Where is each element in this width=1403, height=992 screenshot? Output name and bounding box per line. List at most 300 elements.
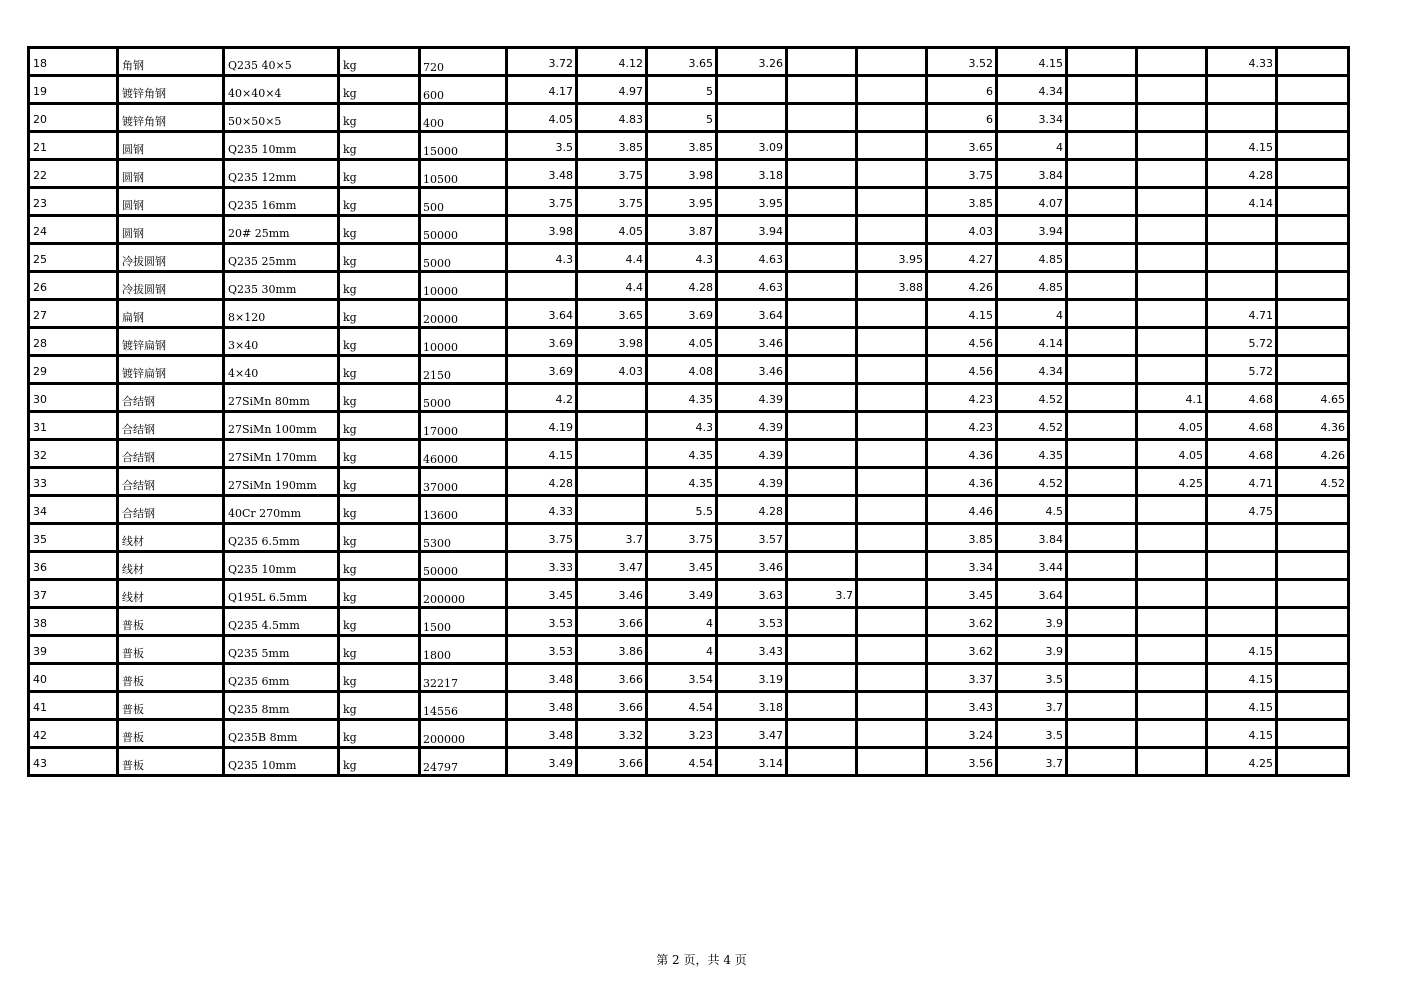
price-cell: 3.64: [717, 300, 787, 328]
quantity-cell: 5000: [420, 244, 507, 272]
material-name-cell: 镀锌角钢: [118, 104, 224, 132]
price-cell: 5.72: [1207, 356, 1277, 384]
price-cell: 3.32: [577, 720, 647, 748]
price-cell: 3.84: [997, 524, 1067, 552]
price-cell: 4.65: [1277, 384, 1349, 412]
quantity-cell: 400: [420, 104, 507, 132]
price-cell: 3.49: [507, 748, 577, 776]
material-name-cell: 普板: [118, 748, 224, 776]
price-cell: [1277, 524, 1349, 552]
price-cell: [1067, 132, 1137, 160]
price-cell: [1067, 468, 1137, 496]
price-cell: 4.52: [997, 384, 1067, 412]
price-cell: [787, 412, 857, 440]
price-cell: 4.23: [927, 412, 997, 440]
price-cell: 3.33: [507, 552, 577, 580]
price-cell: 4.4: [577, 272, 647, 300]
price-cell: [1137, 272, 1207, 300]
price-cell: [1067, 412, 1137, 440]
price-cell: [857, 48, 927, 76]
spec-cell: Q235 8mm: [224, 692, 339, 720]
material-name-cell: 线材: [118, 580, 224, 608]
price-cell: [1067, 720, 1137, 748]
spec-cell: Q235 30mm: [224, 272, 339, 300]
price-cell: 4.34: [997, 76, 1067, 104]
price-cell: 3.46: [717, 552, 787, 580]
price-cell: 4.33: [1207, 48, 1277, 76]
price-cell: 3.7: [577, 524, 647, 552]
price-cell: [1067, 580, 1137, 608]
material-name-cell: 镀锌角钢: [118, 76, 224, 104]
table-row: [29, 524, 1349, 552]
spec-cell: 27SiMn 190mm: [224, 468, 339, 496]
unit-cell: kg: [339, 300, 420, 328]
price-cell: 4.07: [997, 188, 1067, 216]
price-cell: 4.63: [717, 272, 787, 300]
price-cell: 3.46: [717, 328, 787, 356]
price-cell: 3.48: [507, 720, 577, 748]
price-cell: [1137, 132, 1207, 160]
price-cell: [1277, 244, 1349, 272]
price-cell: [857, 720, 927, 748]
price-cell: 4.54: [647, 692, 717, 720]
row-number-cell: 20: [29, 104, 118, 132]
price-cell: 3.26: [717, 48, 787, 76]
price-cell: 3.57: [717, 524, 787, 552]
price-cell: [717, 76, 787, 104]
spec-cell: Q235 6mm: [224, 664, 339, 692]
price-cell: 4.35: [647, 440, 717, 468]
quantity-cell: 10000: [420, 328, 507, 356]
row-number-cell: 25: [29, 244, 118, 272]
material-name-cell: 合结钢: [118, 412, 224, 440]
row-number-cell: 30: [29, 384, 118, 412]
price-cell: 4.19: [507, 412, 577, 440]
unit-cell: kg: [339, 244, 420, 272]
price-cell: [1137, 524, 1207, 552]
material-name-cell: 扁钢: [118, 300, 224, 328]
price-cell: 4.14: [1207, 188, 1277, 216]
price-cell: [1277, 580, 1349, 608]
table-row: [29, 328, 1349, 356]
price-cell: 3.84: [997, 160, 1067, 188]
unit-cell: kg: [339, 384, 420, 412]
spec-cell: 27SiMn 100mm: [224, 412, 339, 440]
price-cell: [1137, 160, 1207, 188]
price-cell: 3.85: [577, 132, 647, 160]
price-cell: [1137, 608, 1207, 636]
price-cell: [1137, 552, 1207, 580]
quantity-cell: 20000: [420, 300, 507, 328]
price-cell: 4.5: [997, 496, 1067, 524]
price-cell: 3.85: [927, 188, 997, 216]
price-cell: [787, 272, 857, 300]
table-row: [29, 48, 1349, 76]
spec-cell: 8×120: [224, 300, 339, 328]
price-cell: [787, 356, 857, 384]
row-number-cell: 40: [29, 664, 118, 692]
row-number-cell: 23: [29, 188, 118, 216]
price-cell: [1137, 300, 1207, 328]
row-number-cell: 36: [29, 552, 118, 580]
price-cell: 3.52: [927, 48, 997, 76]
price-cell: [1067, 328, 1137, 356]
row-number-cell: 35: [29, 524, 118, 552]
price-cell: [857, 496, 927, 524]
price-cell: 4.26: [1277, 440, 1349, 468]
price-cell: 4.05: [1137, 440, 1207, 468]
spec-cell: Q235 10mm: [224, 552, 339, 580]
price-cell: 4.25: [1137, 468, 1207, 496]
price-cell: [787, 104, 857, 132]
price-cell: [857, 76, 927, 104]
quantity-cell: 720: [420, 48, 507, 76]
price-cell: 3.69: [507, 328, 577, 356]
price-cell: 3.64: [997, 580, 1067, 608]
row-number-cell: 24: [29, 216, 118, 244]
price-cell: [857, 104, 927, 132]
price-cell: [1067, 216, 1137, 244]
spec-cell: 27SiMn 170mm: [224, 440, 339, 468]
row-number-cell: 31: [29, 412, 118, 440]
price-cell: 3.75: [647, 524, 717, 552]
quantity-cell: 1800: [420, 636, 507, 664]
row-number-cell: 27: [29, 300, 118, 328]
price-cell: 4.33: [507, 496, 577, 524]
table-row: [29, 160, 1349, 188]
price-cell: [1277, 748, 1349, 776]
spec-cell: 3×40: [224, 328, 339, 356]
price-cell: [1207, 76, 1277, 104]
price-cell: 3.53: [717, 608, 787, 636]
price-cell: [857, 412, 927, 440]
material-name-cell: 合结钢: [118, 384, 224, 412]
table-row: [29, 356, 1349, 384]
price-cell: [857, 748, 927, 776]
price-cell: 4.85: [997, 272, 1067, 300]
price-cell: 3.86: [577, 636, 647, 664]
price-cell: 4.4: [577, 244, 647, 272]
price-cell: [857, 188, 927, 216]
price-cell: [1067, 692, 1137, 720]
price-cell: [787, 76, 857, 104]
price-cell: [787, 608, 857, 636]
price-cell: [1067, 636, 1137, 664]
row-number-cell: 38: [29, 608, 118, 636]
price-cell: 3.5: [507, 132, 577, 160]
price-cell: 4.05: [577, 216, 647, 244]
price-cell: [1137, 720, 1207, 748]
quantity-cell: 15000: [420, 132, 507, 160]
price-cell: 4.34: [997, 356, 1067, 384]
table-row: [29, 608, 1349, 636]
table-row: [29, 216, 1349, 244]
price-cell: 3.48: [507, 664, 577, 692]
price-cell: 4.15: [927, 300, 997, 328]
price-cell: [1277, 272, 1349, 300]
spec-cell: Q235 6.5mm: [224, 524, 339, 552]
price-cell: 3.14: [717, 748, 787, 776]
price-cell: 3.23: [647, 720, 717, 748]
price-cell: 4.52: [997, 412, 1067, 440]
price-cell: 4.05: [507, 104, 577, 132]
price-cell: [787, 328, 857, 356]
price-cell: [1137, 636, 1207, 664]
price-cell: [787, 720, 857, 748]
price-cell: 6: [927, 104, 997, 132]
price-cell: [1277, 48, 1349, 76]
price-cell: 4.85: [997, 244, 1067, 272]
price-cell: [1277, 720, 1349, 748]
price-cell: [857, 132, 927, 160]
price-cell: 3.18: [717, 692, 787, 720]
price-cell: 3.34: [997, 104, 1067, 132]
unit-cell: kg: [339, 692, 420, 720]
unit-cell: kg: [339, 160, 420, 188]
price-cell: [1277, 552, 1349, 580]
price-cell: [857, 356, 927, 384]
spec-cell: Q235 10mm: [224, 132, 339, 160]
table-row: [29, 720, 1349, 748]
quantity-cell: 50000: [420, 552, 507, 580]
price-cell: 3.48: [507, 692, 577, 720]
row-number-cell: 43: [29, 748, 118, 776]
price-cell: [1277, 132, 1349, 160]
quantity-cell: 24797: [420, 748, 507, 776]
price-cell: [787, 524, 857, 552]
table-row: [29, 496, 1349, 524]
price-cell: 4.03: [927, 216, 997, 244]
table-row: [29, 272, 1349, 300]
price-cell: 3.48: [507, 160, 577, 188]
price-cell: [1067, 440, 1137, 468]
unit-cell: kg: [339, 328, 420, 356]
price-cell: [1277, 608, 1349, 636]
price-cell: 3.98: [647, 160, 717, 188]
price-cell: 4.68: [1207, 440, 1277, 468]
unit-cell: kg: [339, 552, 420, 580]
price-cell: 3.62: [927, 636, 997, 664]
table-row: [29, 580, 1349, 608]
material-name-cell: 圆钢: [118, 188, 224, 216]
price-cell: 3.7: [997, 748, 1067, 776]
price-cell: 4.52: [997, 468, 1067, 496]
unit-cell: kg: [339, 76, 420, 104]
price-cell: [1207, 524, 1277, 552]
price-cell: [787, 552, 857, 580]
price-cell: 3.64: [507, 300, 577, 328]
price-cell: [1137, 216, 1207, 244]
price-cell: [857, 384, 927, 412]
unit-cell: kg: [339, 748, 420, 776]
price-cell: 3.5: [997, 664, 1067, 692]
quantity-cell: 14556: [420, 692, 507, 720]
price-cell: [1067, 356, 1137, 384]
row-number-cell: 32: [29, 440, 118, 468]
price-cell: [1067, 524, 1137, 552]
price-cell: 3.63: [717, 580, 787, 608]
price-cell: 3.43: [717, 636, 787, 664]
spec-cell: 50×50×5: [224, 104, 339, 132]
price-cell: [1137, 748, 1207, 776]
price-cell: 3.85: [927, 524, 997, 552]
spec-cell: Q235 12mm: [224, 160, 339, 188]
price-cell: 3.7: [787, 580, 857, 608]
material-name-cell: 普板: [118, 720, 224, 748]
price-cell: 4.12: [577, 48, 647, 76]
material-name-cell: 镀锌扁钢: [118, 328, 224, 356]
material-name-cell: 冷拔圆钢: [118, 244, 224, 272]
spec-cell: Q235 16mm: [224, 188, 339, 216]
price-cell: 4.15: [1207, 132, 1277, 160]
quantity-cell: 2150: [420, 356, 507, 384]
price-cell: [787, 300, 857, 328]
spec-cell: Q235B 8mm: [224, 720, 339, 748]
quantity-cell: 600: [420, 76, 507, 104]
row-number-cell: 22: [29, 160, 118, 188]
price-cell: [717, 104, 787, 132]
price-cell: [1137, 356, 1207, 384]
price-cell: [1207, 552, 1277, 580]
price-cell: 3.5: [997, 720, 1067, 748]
price-cell: 5: [647, 76, 717, 104]
price-cell: [577, 468, 647, 496]
row-number-cell: 28: [29, 328, 118, 356]
price-cell: 4: [997, 132, 1067, 160]
table-body: [29, 48, 1349, 776]
price-cell: 3.94: [717, 216, 787, 244]
price-cell: 4.3: [507, 244, 577, 272]
price-cell: 3.75: [577, 160, 647, 188]
table-row: [29, 440, 1349, 468]
price-cell: 4.35: [647, 468, 717, 496]
price-cell: 4.83: [577, 104, 647, 132]
price-cell: [857, 300, 927, 328]
price-cell: [1137, 76, 1207, 104]
price-cell: [577, 384, 647, 412]
price-cell: [1137, 244, 1207, 272]
price-cell: [1137, 580, 1207, 608]
price-cell: 4.05: [647, 328, 717, 356]
price-cell: [1067, 160, 1137, 188]
price-cell: 5: [647, 104, 717, 132]
price-cell: 4.15: [1207, 664, 1277, 692]
price-table: [27, 46, 1350, 777]
price-cell: 4.36: [927, 468, 997, 496]
price-cell: 3.49: [647, 580, 717, 608]
price-cell: 3.65: [647, 48, 717, 76]
price-cell: 3.44: [997, 552, 1067, 580]
price-cell: [1067, 608, 1137, 636]
price-cell: [1277, 636, 1349, 664]
row-number-cell: 34: [29, 496, 118, 524]
price-cell: 4.35: [647, 384, 717, 412]
price-cell: [787, 496, 857, 524]
material-name-cell: 圆钢: [118, 132, 224, 160]
price-cell: 4: [647, 608, 717, 636]
price-cell: 3.66: [577, 664, 647, 692]
price-cell: 4.39: [717, 412, 787, 440]
unit-cell: kg: [339, 132, 420, 160]
price-cell: 3.56: [927, 748, 997, 776]
material-name-cell: 合结钢: [118, 496, 224, 524]
price-cell: 4: [997, 300, 1067, 328]
table-row: [29, 132, 1349, 160]
spec-cell: 20# 25mm: [224, 216, 339, 244]
table-row: [29, 412, 1349, 440]
spec-cell: Q235 25mm: [224, 244, 339, 272]
price-cell: [1067, 748, 1137, 776]
unit-cell: kg: [339, 720, 420, 748]
unit-cell: kg: [339, 608, 420, 636]
quantity-cell: 46000: [420, 440, 507, 468]
price-cell: 4.39: [717, 384, 787, 412]
price-cell: 6: [927, 76, 997, 104]
price-cell: 4.15: [1207, 692, 1277, 720]
price-cell: [857, 160, 927, 188]
table-row: [29, 76, 1349, 104]
material-name-cell: 镀锌扁钢: [118, 356, 224, 384]
quantity-cell: 5000: [420, 384, 507, 412]
unit-cell: kg: [339, 272, 420, 300]
price-cell: [1277, 300, 1349, 328]
price-cell: [1277, 104, 1349, 132]
price-cell: [1277, 76, 1349, 104]
quantity-cell: 37000: [420, 468, 507, 496]
price-cell: 4.14: [997, 328, 1067, 356]
price-cell: 4.2: [507, 384, 577, 412]
table-row: [29, 664, 1349, 692]
row-number-cell: 18: [29, 48, 118, 76]
price-cell: [787, 188, 857, 216]
price-cell: [787, 244, 857, 272]
price-cell: [787, 216, 857, 244]
price-cell: 4.71: [1207, 468, 1277, 496]
price-cell: [1207, 608, 1277, 636]
price-cell: [1207, 580, 1277, 608]
price-cell: 4.39: [717, 440, 787, 468]
price-cell: [577, 496, 647, 524]
price-cell: 3.18: [717, 160, 787, 188]
material-name-cell: 普板: [118, 692, 224, 720]
price-cell: [1277, 216, 1349, 244]
price-cell: [1137, 664, 1207, 692]
price-cell: 3.75: [927, 160, 997, 188]
price-cell: 4: [647, 636, 717, 664]
price-cell: 4.03: [577, 356, 647, 384]
price-cell: 4.75: [1207, 496, 1277, 524]
price-cell: 3.66: [577, 692, 647, 720]
price-cell: [1137, 104, 1207, 132]
unit-cell: kg: [339, 496, 420, 524]
price-cell: [1207, 216, 1277, 244]
table-row: [29, 552, 1349, 580]
price-cell: [857, 692, 927, 720]
price-cell: [1067, 384, 1137, 412]
price-cell: 4.36: [927, 440, 997, 468]
material-name-cell: 合结钢: [118, 440, 224, 468]
row-number-cell: 21: [29, 132, 118, 160]
price-cell: [857, 608, 927, 636]
price-cell: [577, 412, 647, 440]
price-cell: [1137, 328, 1207, 356]
price-cell: [1067, 48, 1137, 76]
price-cell: [787, 132, 857, 160]
price-cell: [857, 216, 927, 244]
price-cell: [1207, 244, 1277, 272]
price-cell: 3.46: [577, 580, 647, 608]
price-cell: [787, 384, 857, 412]
